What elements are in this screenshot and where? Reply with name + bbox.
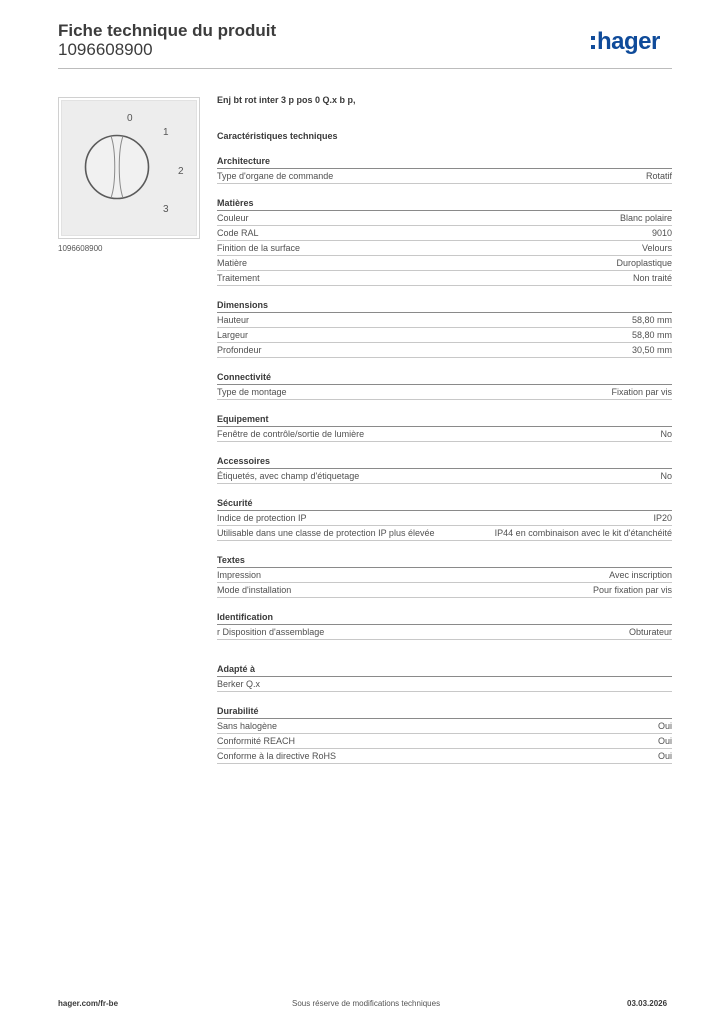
spec-row	[217, 469, 672, 484]
spec-row	[217, 583, 672, 598]
group-title: Equipement	[217, 412, 672, 427]
spec-value: No	[660, 471, 672, 481]
spec-group	[217, 196, 672, 286]
spec-value: 9010	[651, 228, 672, 238]
spec-row	[217, 313, 672, 328]
product-image	[58, 97, 200, 239]
spec-content	[217, 91, 672, 764]
spec-label: Profondeur	[217, 345, 262, 355]
spec-label: Type d'organe de commande	[217, 171, 334, 181]
spec-row	[217, 385, 672, 400]
spec-row	[217, 568, 672, 583]
spec-row	[217, 719, 672, 734]
spec-group	[217, 298, 672, 358]
footer-notice: Sous réserve de modifications techniques	[292, 999, 441, 1008]
spec-value: Avec inscription	[609, 570, 672, 580]
spec-row	[217, 169, 672, 184]
spec-label: r Disposition d'assemblage	[217, 627, 325, 637]
spec-group	[217, 610, 672, 640]
group-title: Adapté à	[217, 662, 672, 677]
spec-label: Couleur	[217, 213, 249, 223]
spec-value: Obturateur	[628, 627, 672, 637]
spec-value: No	[660, 429, 672, 439]
spec-label: Largeur	[217, 330, 249, 340]
spec-label: Sans halogène	[217, 721, 278, 731]
hager-logo	[591, 27, 660, 57]
spec-label: Fenêtre de contrôle/sortie de lumière	[217, 429, 365, 439]
group-title: Accessoires	[217, 454, 672, 469]
spec-value: Velours	[641, 243, 672, 253]
spec-value: Oui	[657, 751, 672, 761]
spec-label: Code RAL	[217, 228, 259, 238]
footer-date: 03.03.2026	[627, 999, 668, 1008]
spec-label: Traitement	[217, 273, 260, 283]
spec-value: Pour fixation par vis	[592, 585, 672, 595]
spec-value: 58,80 mm	[631, 315, 672, 325]
logo-text: hager	[597, 28, 660, 55]
spec-value: IP44 en combinaison avec le kit d'étanchéité	[494, 528, 672, 538]
spec-row	[217, 328, 672, 343]
spec-row	[217, 211, 672, 226]
group-title: Matières	[217, 196, 672, 211]
spec-row	[217, 241, 672, 256]
header-divider	[58, 68, 672, 69]
spec-label: Finition de la surface	[217, 243, 301, 253]
spec-row	[217, 343, 672, 358]
spec-group	[217, 553, 672, 598]
spec-label: Étiquetés, avec champ d'étiquetage	[217, 471, 360, 481]
product-name: Enj bt rot inter 3 p pos 0 Q.x b p,	[217, 95, 356, 105]
spec-group	[217, 454, 672, 484]
spec-row	[217, 734, 672, 749]
section-title: Caractéristiques techniques	[217, 131, 338, 141]
group-title: Architecture	[217, 154, 672, 169]
spec-row	[217, 625, 672, 640]
spec-label: Type de montage	[217, 387, 287, 397]
spec-groups	[217, 154, 672, 764]
spec-value: Rotatif	[645, 171, 672, 181]
spec-label: Indice de protection IP	[217, 513, 307, 523]
group-title: Dimensions	[217, 298, 672, 313]
spec-label: Utilisable dans une classe de protection IP plus élevée	[217, 528, 435, 538]
spec-row	[217, 749, 672, 764]
group-title: Sécurité	[217, 496, 672, 511]
logo-dots-icon	[591, 36, 595, 50]
spec-group	[217, 662, 672, 692]
group-title: Identification	[217, 610, 672, 625]
spec-value: 30,50 mm	[631, 345, 672, 355]
spec-value: IP20	[653, 513, 672, 523]
spec-row	[217, 271, 672, 286]
footer-website[interactable]: hager.com/fr-be	[58, 999, 119, 1008]
image-caption: 1096608900	[58, 244, 103, 253]
spec-label: Berker Q.x	[217, 679, 261, 689]
spec-label: Conformité REACH	[217, 736, 296, 746]
dial-label-0: 0	[127, 113, 133, 124]
spec-group	[217, 154, 672, 184]
spec-row	[217, 511, 672, 526]
spec-label: Conforme à la directive RoHS	[217, 751, 337, 761]
group-title: Durabilité	[217, 704, 672, 719]
group-title: Connectivité	[217, 370, 672, 385]
spec-value: Duroplastique	[616, 258, 672, 268]
spec-row	[217, 427, 672, 442]
page-title: Fiche technique du produit	[58, 21, 277, 40]
spec-label: Mode d'installation	[217, 585, 292, 595]
spec-row	[217, 677, 672, 692]
dial-label-3: 3	[163, 204, 169, 215]
spec-row	[217, 226, 672, 241]
spec-label: Matière	[217, 258, 248, 268]
spec-group	[217, 370, 672, 400]
product-reference: 1096608900	[58, 40, 153, 59]
spec-group	[217, 496, 672, 541]
spec-value: Fixation par vis	[611, 387, 672, 397]
spec-row	[217, 256, 672, 271]
spec-value: Blanc polaire	[619, 213, 672, 223]
spec-value: Non traité	[632, 273, 672, 283]
group-title: Textes	[217, 553, 672, 568]
spec-label: Hauteur	[217, 315, 250, 325]
spec-label: Impression	[217, 570, 262, 580]
dial-label-2: 2	[178, 166, 184, 177]
spec-row	[217, 526, 672, 541]
rotary-knob-icon	[59, 98, 201, 240]
spec-group	[217, 412, 672, 442]
spec-group	[217, 704, 672, 764]
dial-label-1: 1	[163, 127, 169, 138]
spec-value: Oui	[657, 721, 672, 731]
spec-value: 58,80 mm	[631, 330, 672, 340]
spec-value: Oui	[657, 736, 672, 746]
